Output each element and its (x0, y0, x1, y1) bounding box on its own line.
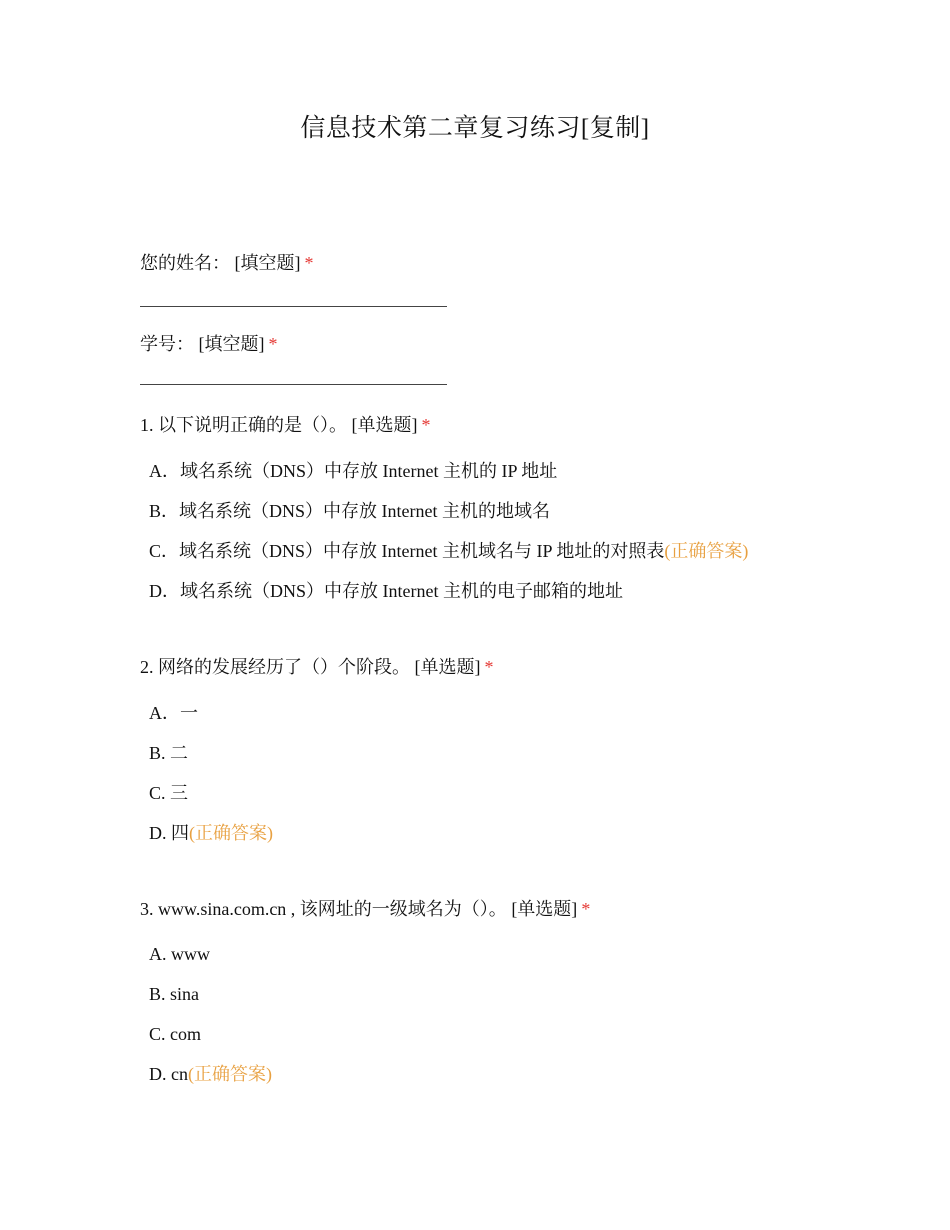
correct-answer-tag: (正确答案) (664, 541, 749, 561)
question-type: [单选题] (351, 415, 418, 435)
option-text: A．域名系统（DNS）中存放 Internet 主机的 IP 地址 (149, 461, 558, 481)
question-type: [单选题] (414, 657, 481, 677)
required-mark: * (268, 334, 278, 354)
option-text: B. 二 (149, 743, 189, 763)
correct-answer-tag: (正确答案) (188, 1064, 272, 1084)
required-mark: * (484, 657, 494, 677)
question-text: 1. 以下说明正确的是（）。 (140, 415, 347, 435)
required-mark: * (421, 415, 431, 435)
option-text: C. com (149, 1024, 201, 1044)
question-type: [单选题] (511, 899, 578, 919)
option[interactable] (149, 781, 188, 805)
option[interactable] (149, 942, 210, 966)
option[interactable] (149, 701, 198, 725)
student-id-input[interactable] (140, 384, 447, 385)
field-label: 学号： (140, 334, 194, 354)
option[interactable] (149, 741, 188, 765)
question-3 (140, 897, 590, 921)
option[interactable] (149, 1022, 201, 1046)
question-type: [填空题] (234, 253, 301, 273)
option-text: B．域名系统（DNS）中存放 Internet 主机的地域名 (149, 501, 550, 521)
name-input[interactable] (140, 306, 447, 307)
name-field-label (140, 251, 314, 275)
option[interactable] (149, 1062, 272, 1086)
option[interactable] (149, 539, 748, 563)
option[interactable] (149, 821, 273, 845)
question-text: 3. www.sina.com.cn , 该网址的一级域名为（）。 (140, 899, 507, 919)
student-id-field-label (140, 332, 278, 356)
option[interactable] (149, 499, 550, 523)
option-text: D．域名系统（DNS）中存放 Internet 主机的电子邮箱的地址 (149, 581, 623, 601)
question-1 (140, 413, 431, 437)
option-text: D. cn (149, 1064, 188, 1084)
option-text: B. sina (149, 984, 200, 1004)
option-text: A．一 (149, 703, 198, 723)
option-text: D. 四 (149, 823, 189, 843)
option-text: C．域名系统（DNS）中存放 Internet 主机域名与 IP 地址的对照表 (149, 541, 665, 561)
question-2 (140, 655, 494, 679)
required-mark: * (581, 899, 591, 919)
option[interactable] (149, 982, 199, 1006)
correct-answer-tag: (正确答案) (189, 823, 273, 843)
question-text: 2. 网络的发展经历了（）个阶段。 (140, 657, 410, 677)
option[interactable] (149, 579, 623, 603)
option[interactable] (149, 459, 557, 483)
question-type: [填空题] (198, 334, 265, 354)
option-text: A. www (149, 944, 210, 964)
page-title: 信息技术第二章复习练习[复制] (300, 115, 650, 142)
option-text: C. 三 (149, 783, 189, 803)
field-label: 您的姓名： (140, 253, 230, 273)
required-mark: * (304, 253, 314, 273)
